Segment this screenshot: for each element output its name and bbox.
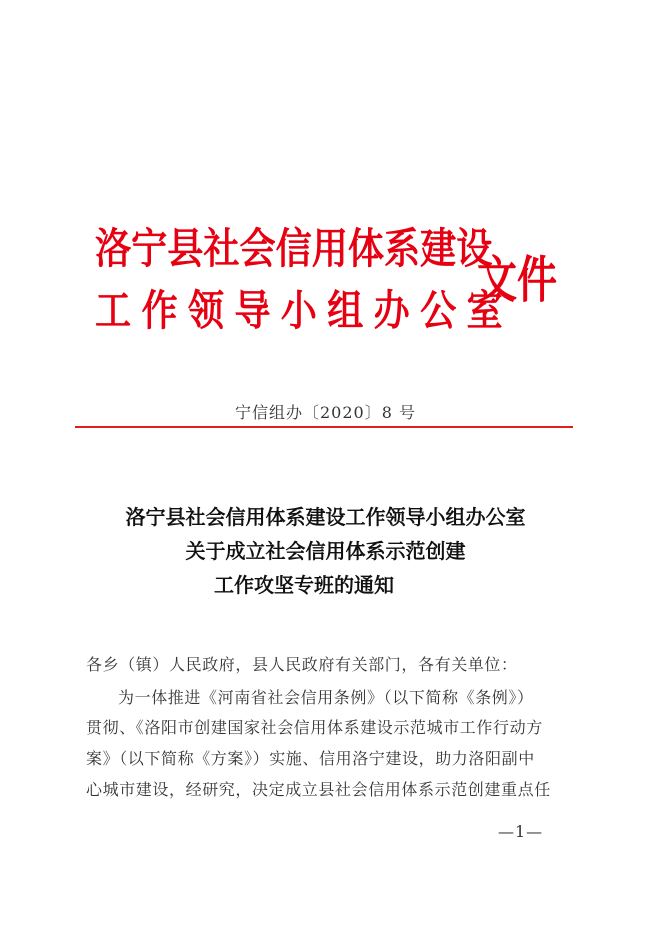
header-document-suffix: 文件 <box>477 250 557 309</box>
header-issuer-line-1: 洛宁县社会信用体系建设 <box>95 224 493 273</box>
red-header <box>95 218 555 348</box>
page-number: —1— <box>498 822 544 841</box>
title-line-1: 洛宁县社会信用体系建设工作领导小组办公室 <box>125 505 526 529</box>
title-line-3: 工作攻坚专班的通知 <box>214 573 394 597</box>
body-line-1: 为一体推进《河南省社会信用条例》（以下简称《条例》） <box>118 688 534 707</box>
document-title <box>60 500 591 602</box>
header-issuer-line-2: 工作领导小组办公室 <box>95 286 513 335</box>
body-line-4: 心城市建设，经研究，决定成立县社会信用体系示范创建重点任 <box>86 780 551 799</box>
body-line-2: 贯彻、《洛阳市创建国家社会信用体系建设示范城市工作行动方 <box>86 718 543 737</box>
document-number: 宁信组办〔2020〕8 号 <box>235 403 416 422</box>
salutation: 各乡（镇）人民政府，县人民政府有关部门，各有关单位： <box>86 655 518 674</box>
red-divider <box>75 426 573 428</box>
title-line-2: 关于成立社会信用体系示范创建 <box>185 539 466 563</box>
body-line-3: 案》（以下简称《方案》）实施、信用洛宁建设，助力洛阳副中 <box>86 749 535 768</box>
